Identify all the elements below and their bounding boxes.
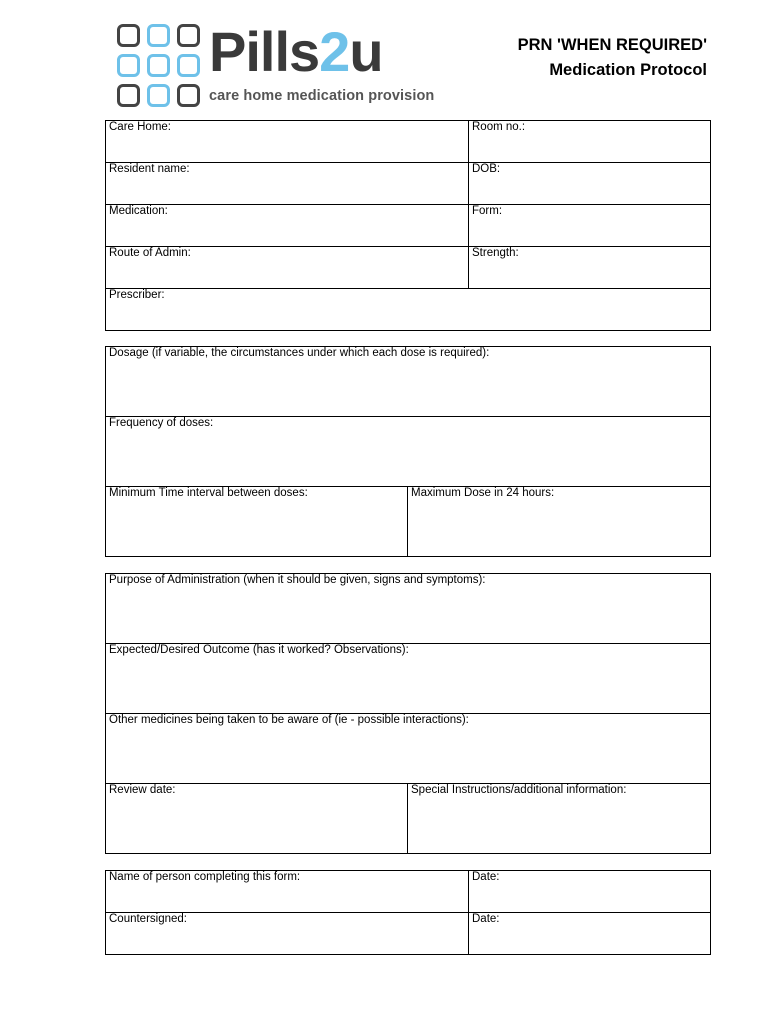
pills2u-logo [117, 20, 435, 110]
route-of-admin-field[interactable]: Route of Admin: [106, 247, 469, 289]
form-title [518, 33, 707, 83]
other-medicines-field[interactable]: Other medicines being taken to be aware of (ie - possible interactions): [106, 714, 711, 784]
table-row [106, 417, 711, 487]
resident-details-table [105, 120, 711, 331]
medication-field[interactable]: Medication: [106, 205, 469, 247]
min-interval-field[interactable]: Minimum Time interval between doses: [106, 487, 408, 557]
brand-tagline: care home medication provision [209, 88, 435, 104]
dosage-field[interactable]: Dosage (if variable, the circumstances under which each dose is required): [106, 347, 711, 417]
frequency-field[interactable]: Frequency of doses: [106, 417, 711, 487]
dob-field[interactable]: DOB: [469, 163, 711, 205]
max-dose-field[interactable]: Maximum Dose in 24 hours: [408, 487, 711, 557]
form-title-line2: Medication Protocol [549, 61, 707, 79]
table-row [106, 289, 711, 331]
form-title-line1: PRN 'WHEN REQUIRED' [517, 36, 707, 54]
table-row [106, 121, 711, 163]
table-row [106, 347, 711, 417]
pill-grid-icon [117, 24, 203, 110]
table-row [106, 487, 711, 557]
signature-table [105, 870, 711, 955]
room-no-field[interactable]: Room no.: [469, 121, 711, 163]
date-field-2[interactable]: Date: [469, 913, 711, 955]
review-date-field[interactable]: Review date: [106, 784, 408, 854]
special-instructions-field[interactable]: Special Instructions/additional information: [408, 784, 711, 854]
table-row [106, 913, 711, 955]
table-row [106, 574, 711, 644]
table-row [106, 205, 711, 247]
table-row [106, 247, 711, 289]
brand-name: Pills2u [209, 20, 383, 83]
countersigned-field[interactable]: Countersigned: [106, 913, 469, 955]
table-row [106, 714, 711, 784]
purpose-field[interactable]: Purpose of Administration (when it should be given, signs and symptoms): [106, 574, 711, 644]
prescriber-field[interactable]: Prescriber: [106, 289, 711, 331]
table-row [106, 644, 711, 714]
table-row [106, 871, 711, 913]
date-field-1[interactable]: Date: [469, 871, 711, 913]
administration-table [105, 573, 711, 854]
form-field[interactable]: Form: [469, 205, 711, 247]
resident-name-field[interactable]: Resident name: [106, 163, 469, 205]
table-row [106, 784, 711, 854]
dosage-table [105, 346, 711, 557]
strength-field[interactable]: Strength: [469, 247, 711, 289]
expected-outcome-field[interactable]: Expected/Desired Outcome (has it worked? Observations): [106, 644, 711, 714]
care-home-field[interactable]: Care Home: [106, 121, 469, 163]
table-row [106, 163, 711, 205]
name-completing-field[interactable]: Name of person completing this form: [106, 871, 469, 913]
